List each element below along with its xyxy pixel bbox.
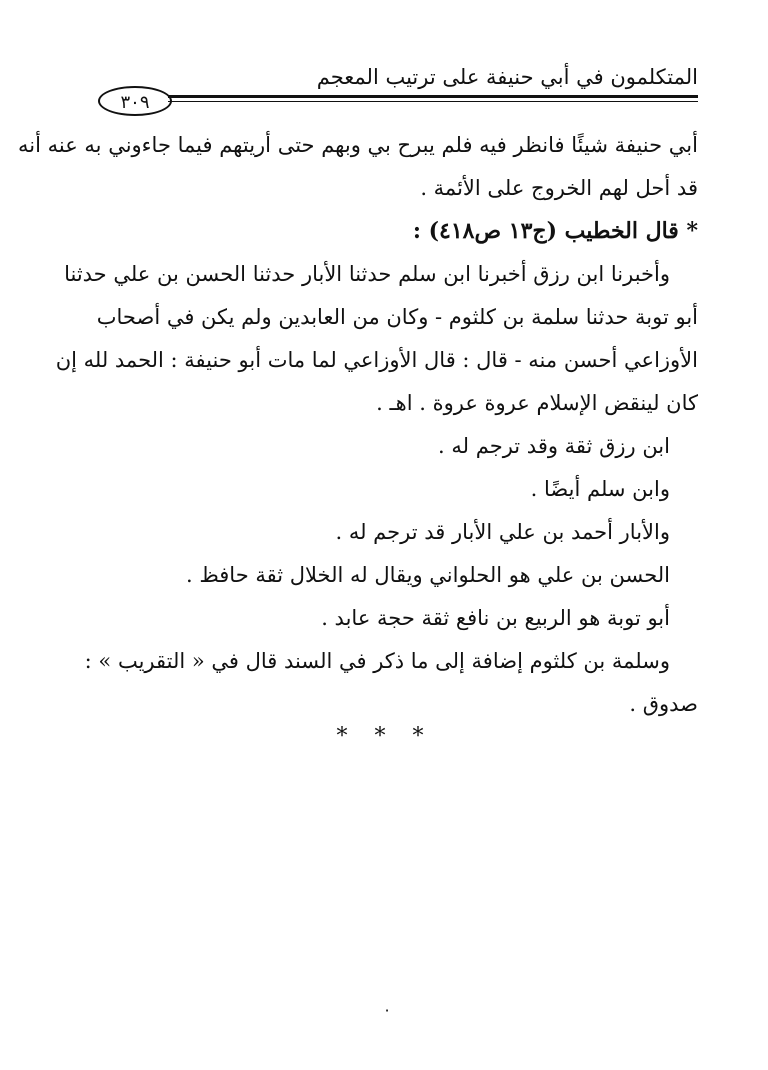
- text-line: وابن سلم أيضًا .: [530, 477, 670, 501]
- text-line: أبو توبة هو الربيع بن نافع ثقة حجة عابد .: [321, 606, 670, 630]
- text-line: وسلمة بن كلثوم إضافة إلى ما ذكر في السند قال في « التقريب » :: [84, 649, 670, 673]
- text-line: أبو توبة حدثنا سلمة بن كلثوم - وكان من العابدين ولم يكن في أصحاب: [96, 305, 698, 329]
- text-line: والأبار أحمد بن علي الأبار قد ترجم له .: [335, 520, 670, 544]
- header-rule-thick: [168, 95, 698, 98]
- text-line: قد أحل لهم الخروج على الأئمة .: [420, 176, 698, 200]
- footer-mark: ٠: [382, 1000, 392, 1019]
- text-line: ابن رزق ثقة وقد ترجم له .: [438, 434, 670, 458]
- section-separator: * * *: [336, 724, 434, 749]
- header-rule-thin: [168, 101, 698, 102]
- text-line: أبي حنيفة شيئًا فانظر فيه فلم يبرح بي وبهم حتى أريتهم فيما جاءوني به عنه أنه: [18, 133, 698, 157]
- text-line: صدوق .: [629, 692, 698, 716]
- text-line: كان لينقض الإسلام عروة عروة . اهـ .: [376, 391, 698, 415]
- text-line: وأخبرنا ابن رزق أخبرنا ابن سلم حدثنا الأبار حدثنا الحسن بن علي حدثنا: [64, 262, 670, 286]
- running-title: المتكلمون في أبي حنيفة على ترتيب المعجم: [316, 65, 698, 89]
- page-number-badge: ٣٠٩: [98, 86, 172, 116]
- section-heading: * قال الخطيب (ج١٣ ص٤١٨) :: [412, 218, 698, 244]
- body-text: [18, 124, 698, 726]
- text-line: الأوزاعي أحسن منه - قال : قال الأوزاعي لما مات أبو حنيفة : الحمد لله إن: [55, 348, 698, 372]
- text-line: الحسن بن علي هو الحلواني ويقال له الخلال ثقة حافظ .: [185, 563, 670, 587]
